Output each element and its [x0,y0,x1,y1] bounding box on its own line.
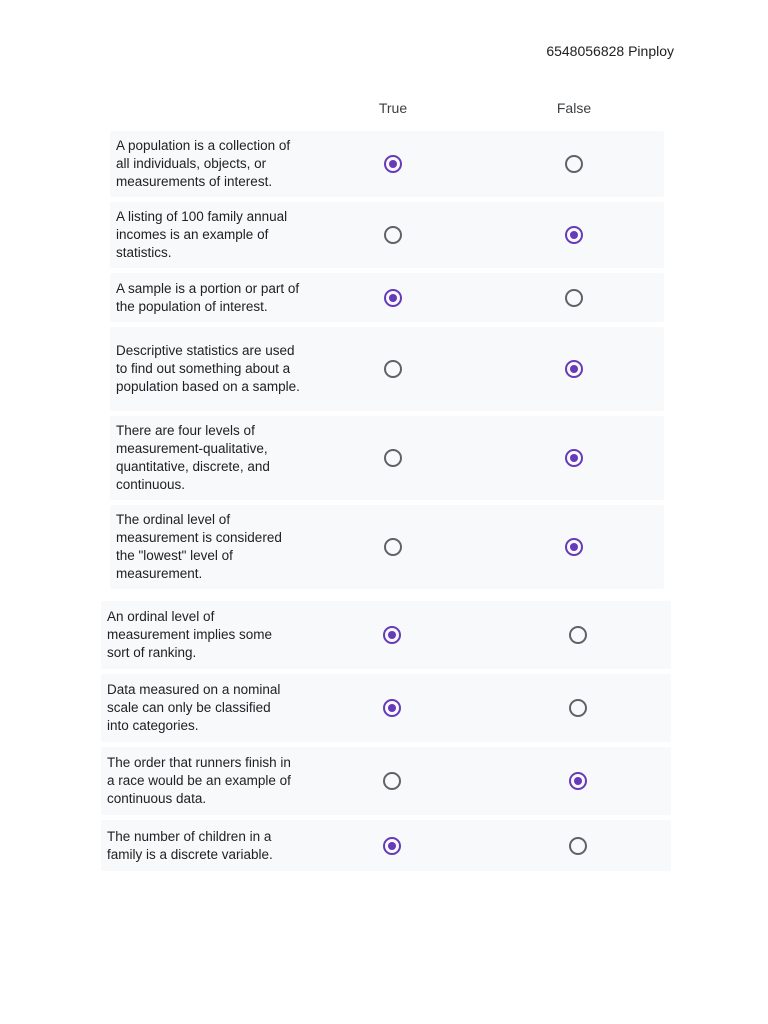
radio-true[interactable] [384,155,402,173]
radio-false[interactable] [565,155,583,173]
question-row [110,273,664,322]
user-label: 6548056828 Pinploy [546,43,674,59]
radio-true[interactable] [384,360,402,378]
question-row [110,505,664,589]
radio-false[interactable] [565,289,583,307]
radio-false[interactable] [565,449,583,467]
radio-false[interactable] [569,699,587,717]
radio-true[interactable] [384,289,402,307]
radio-true[interactable] [383,772,401,790]
question-row [101,820,671,871]
radio-false[interactable] [565,538,583,556]
question-text: There are four levels of measurement-qualitative, quantitative, discrete, and continuous. [116,423,270,492]
radio-false[interactable] [569,772,587,790]
radio-true[interactable] [383,699,401,717]
radio-true[interactable] [383,837,401,855]
radio-true[interactable] [384,226,402,244]
radio-false[interactable] [569,837,587,855]
question-text: A sample is a portion or part of the population of interest. [116,280,300,314]
radio-false[interactable] [569,626,587,644]
column-header-false: False [556,100,592,116]
question-text: A listing of 100 family annual incomes is an example of statistics. [116,209,288,260]
question-row [110,327,664,411]
question-row [110,202,664,268]
question-row [101,747,671,815]
question-text: The order that runners finish in a race would be an example of continuous data. [107,755,291,806]
question-text: An ordinal level of measurement implies some sort of ranking. [107,609,273,660]
column-header-true: True [378,100,408,116]
question-row [101,674,671,742]
question-text: A population is a collection of all individuals, objects, or measurements of interest. [116,138,291,189]
question-text: Data measured on a nominal scale can only be classified into categories. [107,682,281,733]
question-row [110,131,664,197]
question-text: Descriptive statistics are used to find out something about a population based on a sample. [116,343,300,394]
question-row [101,601,671,669]
radio-true[interactable] [384,449,402,467]
question-text: The number of children in a family is a discrete variable. [107,828,273,862]
question-text: The ordinal level of measurement is considered the "lowest" level of measurement. [116,512,282,581]
radio-true[interactable] [384,538,402,556]
radio-false[interactable] [565,226,583,244]
question-row [110,416,664,500]
radio-false[interactable] [565,360,583,378]
radio-true[interactable] [383,626,401,644]
